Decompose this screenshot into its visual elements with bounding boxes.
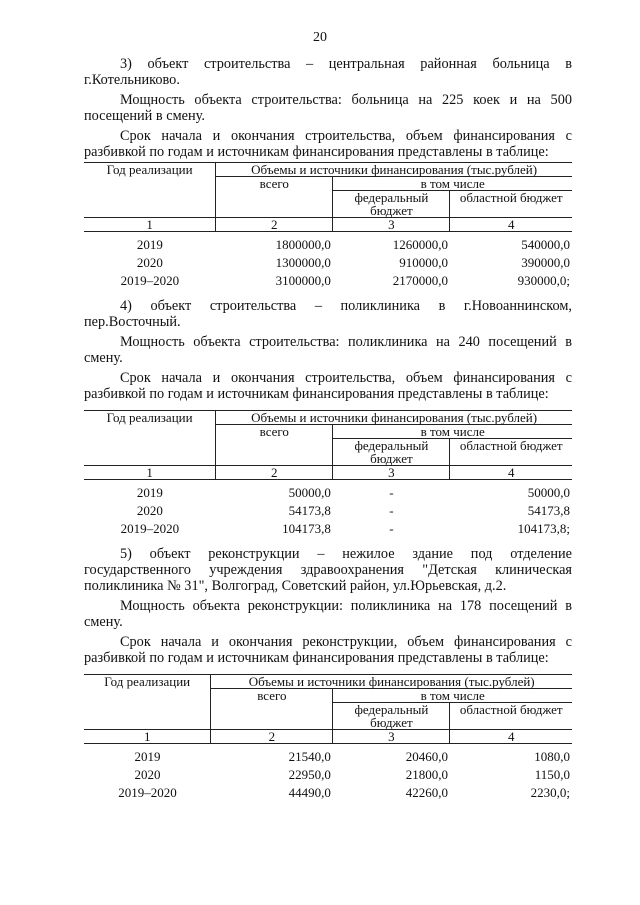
table-row bbox=[84, 748, 572, 766]
paragraph: Срок начала и окончания строительства, объем финансирования с разбивкой по годам и источникам финансирования представлены в таблице: bbox=[84, 370, 572, 402]
total-cell: 1300000,0 bbox=[275, 255, 331, 270]
table-row bbox=[84, 254, 572, 272]
paragraph: Срок начала и окончания реконструкции, объем финансирования с разбивкой по годам и источникам финансирования представлены в таблице: bbox=[84, 634, 572, 666]
col-number: 1 bbox=[84, 466, 216, 480]
total-cell: 1800000,0 bbox=[275, 237, 331, 252]
regional-cell: 540000,0 bbox=[521, 237, 570, 252]
year-cell: 2019 bbox=[136, 485, 163, 500]
regional-cell: 390000,0 bbox=[521, 255, 570, 270]
year-cell: 2019 bbox=[134, 749, 161, 764]
paragraph: 4) объект строительства – поликлиника в г.Новоаннинском, пер.Восточный. bbox=[84, 298, 572, 330]
federal-cell: 42260,0 bbox=[405, 785, 448, 800]
header-total: всего bbox=[216, 177, 333, 218]
total-cell: 22950,0 bbox=[288, 767, 331, 782]
col-number: 4 bbox=[450, 466, 572, 480]
federal-cell: - bbox=[389, 485, 394, 500]
header-year: Год реализации bbox=[84, 675, 211, 730]
federal-cell: - bbox=[389, 503, 394, 518]
total-cell: 21540,0 bbox=[288, 749, 331, 764]
header-total: всего bbox=[216, 425, 333, 466]
table-row bbox=[84, 236, 572, 254]
financing-table-1 bbox=[84, 162, 572, 290]
regional-cell: 1150,0 bbox=[534, 767, 570, 782]
header-federal: федеральный бюджет bbox=[333, 439, 450, 466]
col-number: 3 bbox=[333, 730, 450, 744]
table-row bbox=[84, 784, 572, 802]
year-cell: 2019 bbox=[136, 237, 163, 252]
total-cell: 44490,0 bbox=[288, 785, 331, 800]
federal-cell: 20460,0 bbox=[405, 749, 448, 764]
paragraph: 3) объект строительства – центральная районная больница в г.Котельниково. bbox=[84, 56, 572, 88]
col-number: 2 bbox=[216, 218, 333, 232]
header-federal: федеральный бюджет bbox=[333, 703, 450, 730]
regional-cell: 2230,0; bbox=[530, 785, 570, 800]
paragraph: Мощность объекта реконструкции: поликлиника на 178 посещений в смену. bbox=[84, 598, 572, 630]
financing-table-3 bbox=[84, 674, 572, 802]
header-regional: областной бюджет bbox=[450, 191, 572, 218]
col-number: 2 bbox=[216, 466, 333, 480]
col-number: 1 bbox=[84, 218, 216, 232]
federal-cell: 2170000,0 bbox=[392, 273, 448, 288]
page-number: 20 bbox=[313, 30, 327, 45]
header-regional: областной бюджет bbox=[450, 439, 572, 466]
regional-cell: 930000,0; bbox=[517, 273, 570, 288]
table-row bbox=[84, 272, 572, 290]
paragraph: Мощность объекта строительства: больница на 225 коек и на 500 посещений в смену. bbox=[84, 92, 572, 124]
header-including: в том числе bbox=[333, 177, 572, 191]
year-cell: 2019–2020 bbox=[118, 785, 177, 800]
header-federal: федеральный бюджет bbox=[333, 191, 450, 218]
header-regional: областной бюджет bbox=[450, 703, 572, 730]
header-year: Год реализации bbox=[84, 163, 216, 218]
federal-cell: - bbox=[389, 521, 394, 536]
section-4-text bbox=[84, 298, 572, 402]
total-cell: 3100000,0 bbox=[275, 273, 331, 288]
paragraph: 5) объект реконструкции – нежилое здание под отделение государственного учреждения здравоохранения "Детская клиническая поликлиника № 31", Волгоград, Советский район, ул.Юрьевская, д.2. bbox=[84, 546, 572, 594]
regional-cell: 104173,8; bbox=[517, 521, 570, 536]
header-volumes: Объемы и источники финансирования (тыс.рублей) bbox=[211, 675, 572, 689]
col-number: 4 bbox=[450, 218, 572, 232]
table-row bbox=[84, 766, 572, 784]
header-volumes: Объемы и источники финансирования (тыс.рублей) bbox=[216, 411, 572, 425]
year-cell: 2019–2020 bbox=[120, 273, 180, 288]
header-total: всего bbox=[211, 689, 333, 730]
header-including: в том числе bbox=[333, 425, 572, 439]
table-row bbox=[84, 502, 572, 520]
total-cell: 54173,8 bbox=[288, 503, 331, 518]
col-number: 2 bbox=[211, 730, 333, 744]
section-5-text bbox=[84, 546, 572, 666]
federal-cell: 21800,0 bbox=[405, 767, 448, 782]
header-volumes: Объемы и источники финансирования (тыс.рублей) bbox=[216, 163, 572, 177]
table-row bbox=[84, 484, 572, 502]
federal-cell: 1260000,0 bbox=[392, 237, 448, 252]
table-row bbox=[84, 520, 572, 538]
col-number: 4 bbox=[450, 730, 572, 744]
section-3-text bbox=[84, 56, 572, 160]
year-cell: 2019–2020 bbox=[120, 521, 180, 536]
regional-cell: 1080,0 bbox=[534, 749, 570, 764]
total-cell: 104173,8 bbox=[282, 521, 331, 536]
financing-table-2 bbox=[84, 410, 572, 538]
header-year: Год реализации bbox=[84, 411, 216, 466]
header-including: в том числе bbox=[333, 689, 572, 703]
col-number: 3 bbox=[333, 218, 450, 232]
year-cell: 2020 bbox=[134, 767, 161, 782]
year-cell: 2020 bbox=[136, 503, 163, 518]
total-cell: 50000,0 bbox=[288, 485, 331, 500]
paragraph: Мощность объекта строительства: поликлиника на 240 посещений в смену. bbox=[84, 334, 572, 366]
federal-cell: 910000,0 bbox=[399, 255, 448, 270]
col-number: 3 bbox=[333, 466, 450, 480]
paragraph: Срок начала и окончания строительства, объем финансирования с разбивкой по годам и источникам финансирования представлены в таблице: bbox=[84, 128, 572, 160]
year-cell: 2020 bbox=[136, 255, 163, 270]
regional-cell: 50000,0 bbox=[527, 485, 570, 500]
regional-cell: 54173,8 bbox=[527, 503, 570, 518]
col-number: 1 bbox=[84, 730, 211, 744]
